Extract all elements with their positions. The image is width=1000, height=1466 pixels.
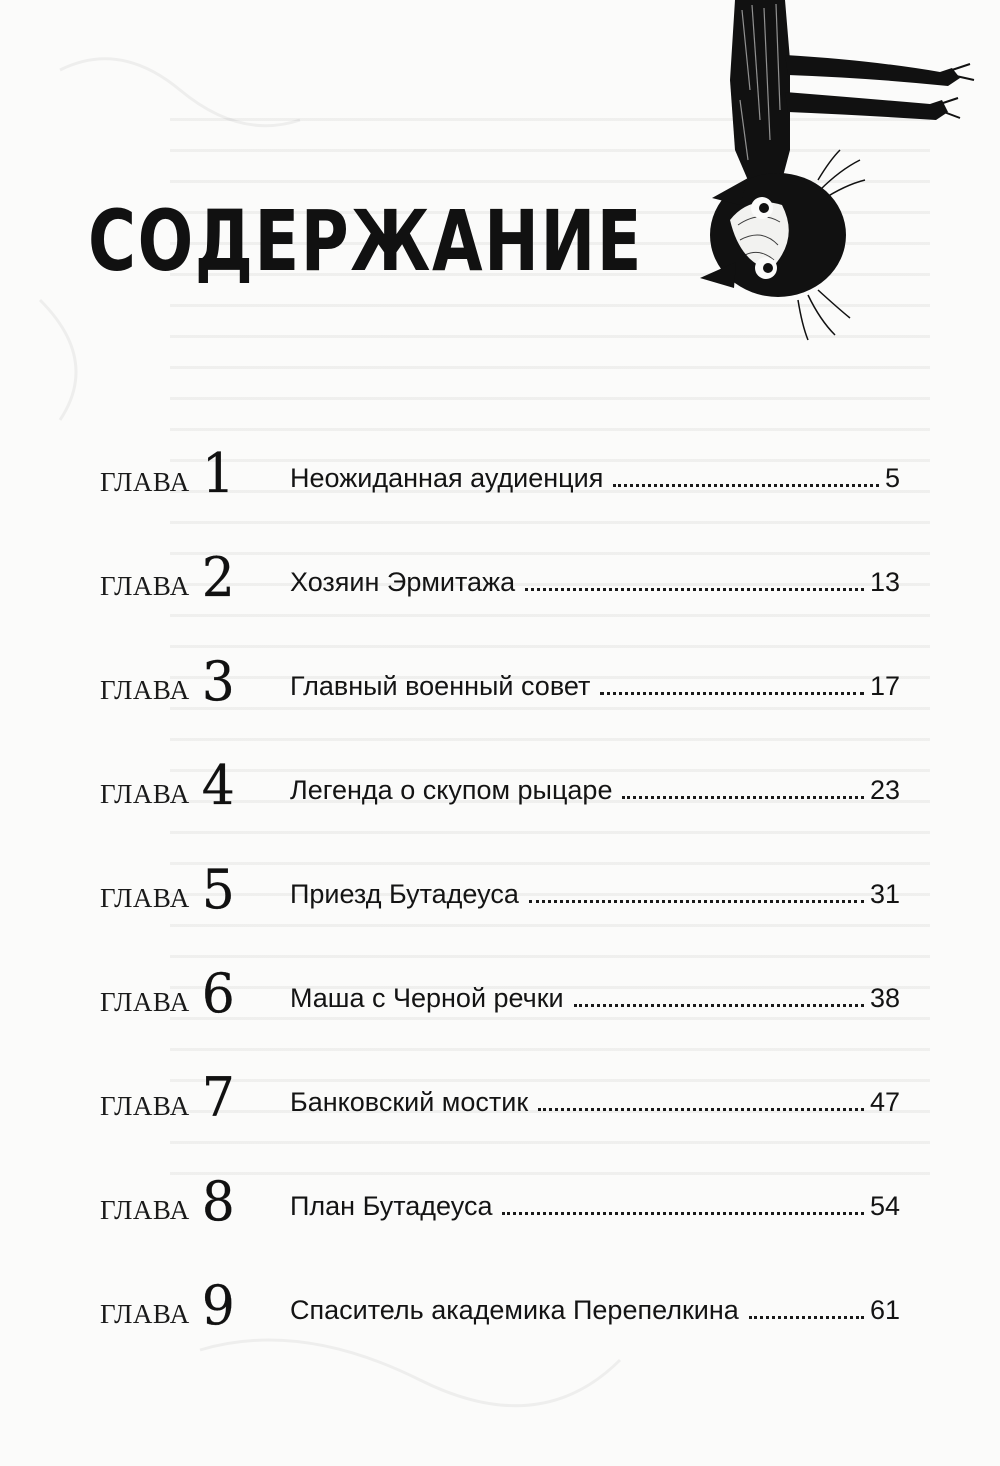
chapter-title: Хозяин Эрмитажа [290, 567, 516, 597]
toc-row-chapter-6[interactable] [100, 938, 900, 1042]
chapter-word: ГЛАВА [100, 779, 190, 809]
chapter-title: Банковский мостик [290, 1087, 529, 1117]
page-number: 61 [869, 1295, 900, 1325]
page-title [88, 188, 648, 288]
toc-row-chapter-3[interactable] [100, 626, 900, 730]
page-number: 5 [884, 463, 900, 493]
chapter-heading [100, 440, 290, 506]
chapter-word: ГЛАВА [100, 675, 190, 705]
dot-leader [600, 691, 864, 695]
chapter-heading [100, 544, 290, 610]
toc-entry [290, 752, 900, 812]
cat-illustration-icon [690, 0, 990, 345]
chapter-word: ГЛАВА [100, 467, 190, 497]
chapter-number: 9 [201, 1274, 235, 1338]
chapter-word: ГЛАВА [100, 1299, 190, 1329]
toc-row-chapter-5[interactable] [100, 834, 900, 938]
page-number: 13 [869, 567, 900, 597]
toc-row-chapter-4[interactable] [100, 730, 900, 834]
chapter-heading [100, 752, 290, 818]
dot-leader [613, 483, 879, 487]
table-of-contents [100, 418, 900, 1354]
chapter-number: 6 [201, 962, 235, 1026]
chapter-heading [100, 648, 290, 714]
chapter-number: 2 [201, 546, 235, 610]
page-number: 38 [869, 983, 900, 1013]
toc-row-chapter-9[interactable] [100, 1250, 900, 1354]
chapter-title: Спаситель академика Перепелкина [290, 1295, 739, 1325]
chapter-word: ГЛАВА [100, 883, 190, 913]
toc-row-chapter-7[interactable] [100, 1042, 900, 1146]
chapter-number: 1 [201, 442, 235, 506]
toc-entry [290, 648, 900, 708]
toc-entry [290, 856, 900, 916]
chapter-heading [100, 1064, 290, 1130]
toc-entry [290, 440, 900, 500]
toc-entry [290, 544, 900, 604]
chapter-title: План Бутадеуса [290, 1191, 493, 1221]
chapter-title: Главный военный совет [290, 671, 591, 701]
chapter-number: 4 [201, 754, 235, 818]
dot-leader [502, 1211, 863, 1215]
page-number: 23 [869, 775, 900, 805]
page-number: 54 [869, 1191, 900, 1221]
toc-row-chapter-1[interactable] [100, 418, 900, 522]
chapter-heading [100, 960, 290, 1026]
chapter-title: Неожиданная аудиенция [290, 463, 604, 493]
dot-leader [749, 1315, 864, 1319]
chapter-word: ГЛАВА [100, 1091, 190, 1121]
chapter-number: 3 [201, 650, 235, 714]
toc-entry [290, 1168, 900, 1228]
chapter-word: ГЛАВА [100, 571, 190, 601]
dot-leader [538, 1107, 864, 1111]
page-title-text: СОДЕРЖАНИЕ [88, 192, 643, 290]
toc-entry [290, 1272, 900, 1332]
chapter-title: Легенда о скупом рыцаре [290, 775, 613, 805]
chapter-title: Маша с Черной речки [290, 983, 564, 1013]
dot-leader [529, 899, 864, 903]
page-number: 17 [869, 671, 900, 701]
toc-entry [290, 960, 900, 1020]
toc-row-chapter-8[interactable] [100, 1146, 900, 1250]
chapter-number: 8 [201, 1170, 235, 1234]
page-number: 47 [869, 1087, 900, 1117]
chapter-heading [100, 1168, 290, 1234]
toc-row-chapter-2[interactable] [100, 522, 900, 626]
chapter-heading [100, 1272, 290, 1338]
chapter-number: 7 [201, 1066, 235, 1130]
dot-leader [525, 587, 864, 591]
chapter-word: ГЛАВА [100, 987, 190, 1017]
dot-leader [574, 1003, 864, 1007]
chapter-title: Приезд Бутадеуса [290, 879, 519, 909]
chapter-word: ГЛАВА [100, 1195, 190, 1225]
chapter-number: 5 [201, 858, 235, 922]
dot-leader [622, 795, 863, 799]
chapter-heading [100, 856, 290, 922]
page-number: 31 [869, 879, 900, 909]
toc-entry [290, 1064, 900, 1124]
